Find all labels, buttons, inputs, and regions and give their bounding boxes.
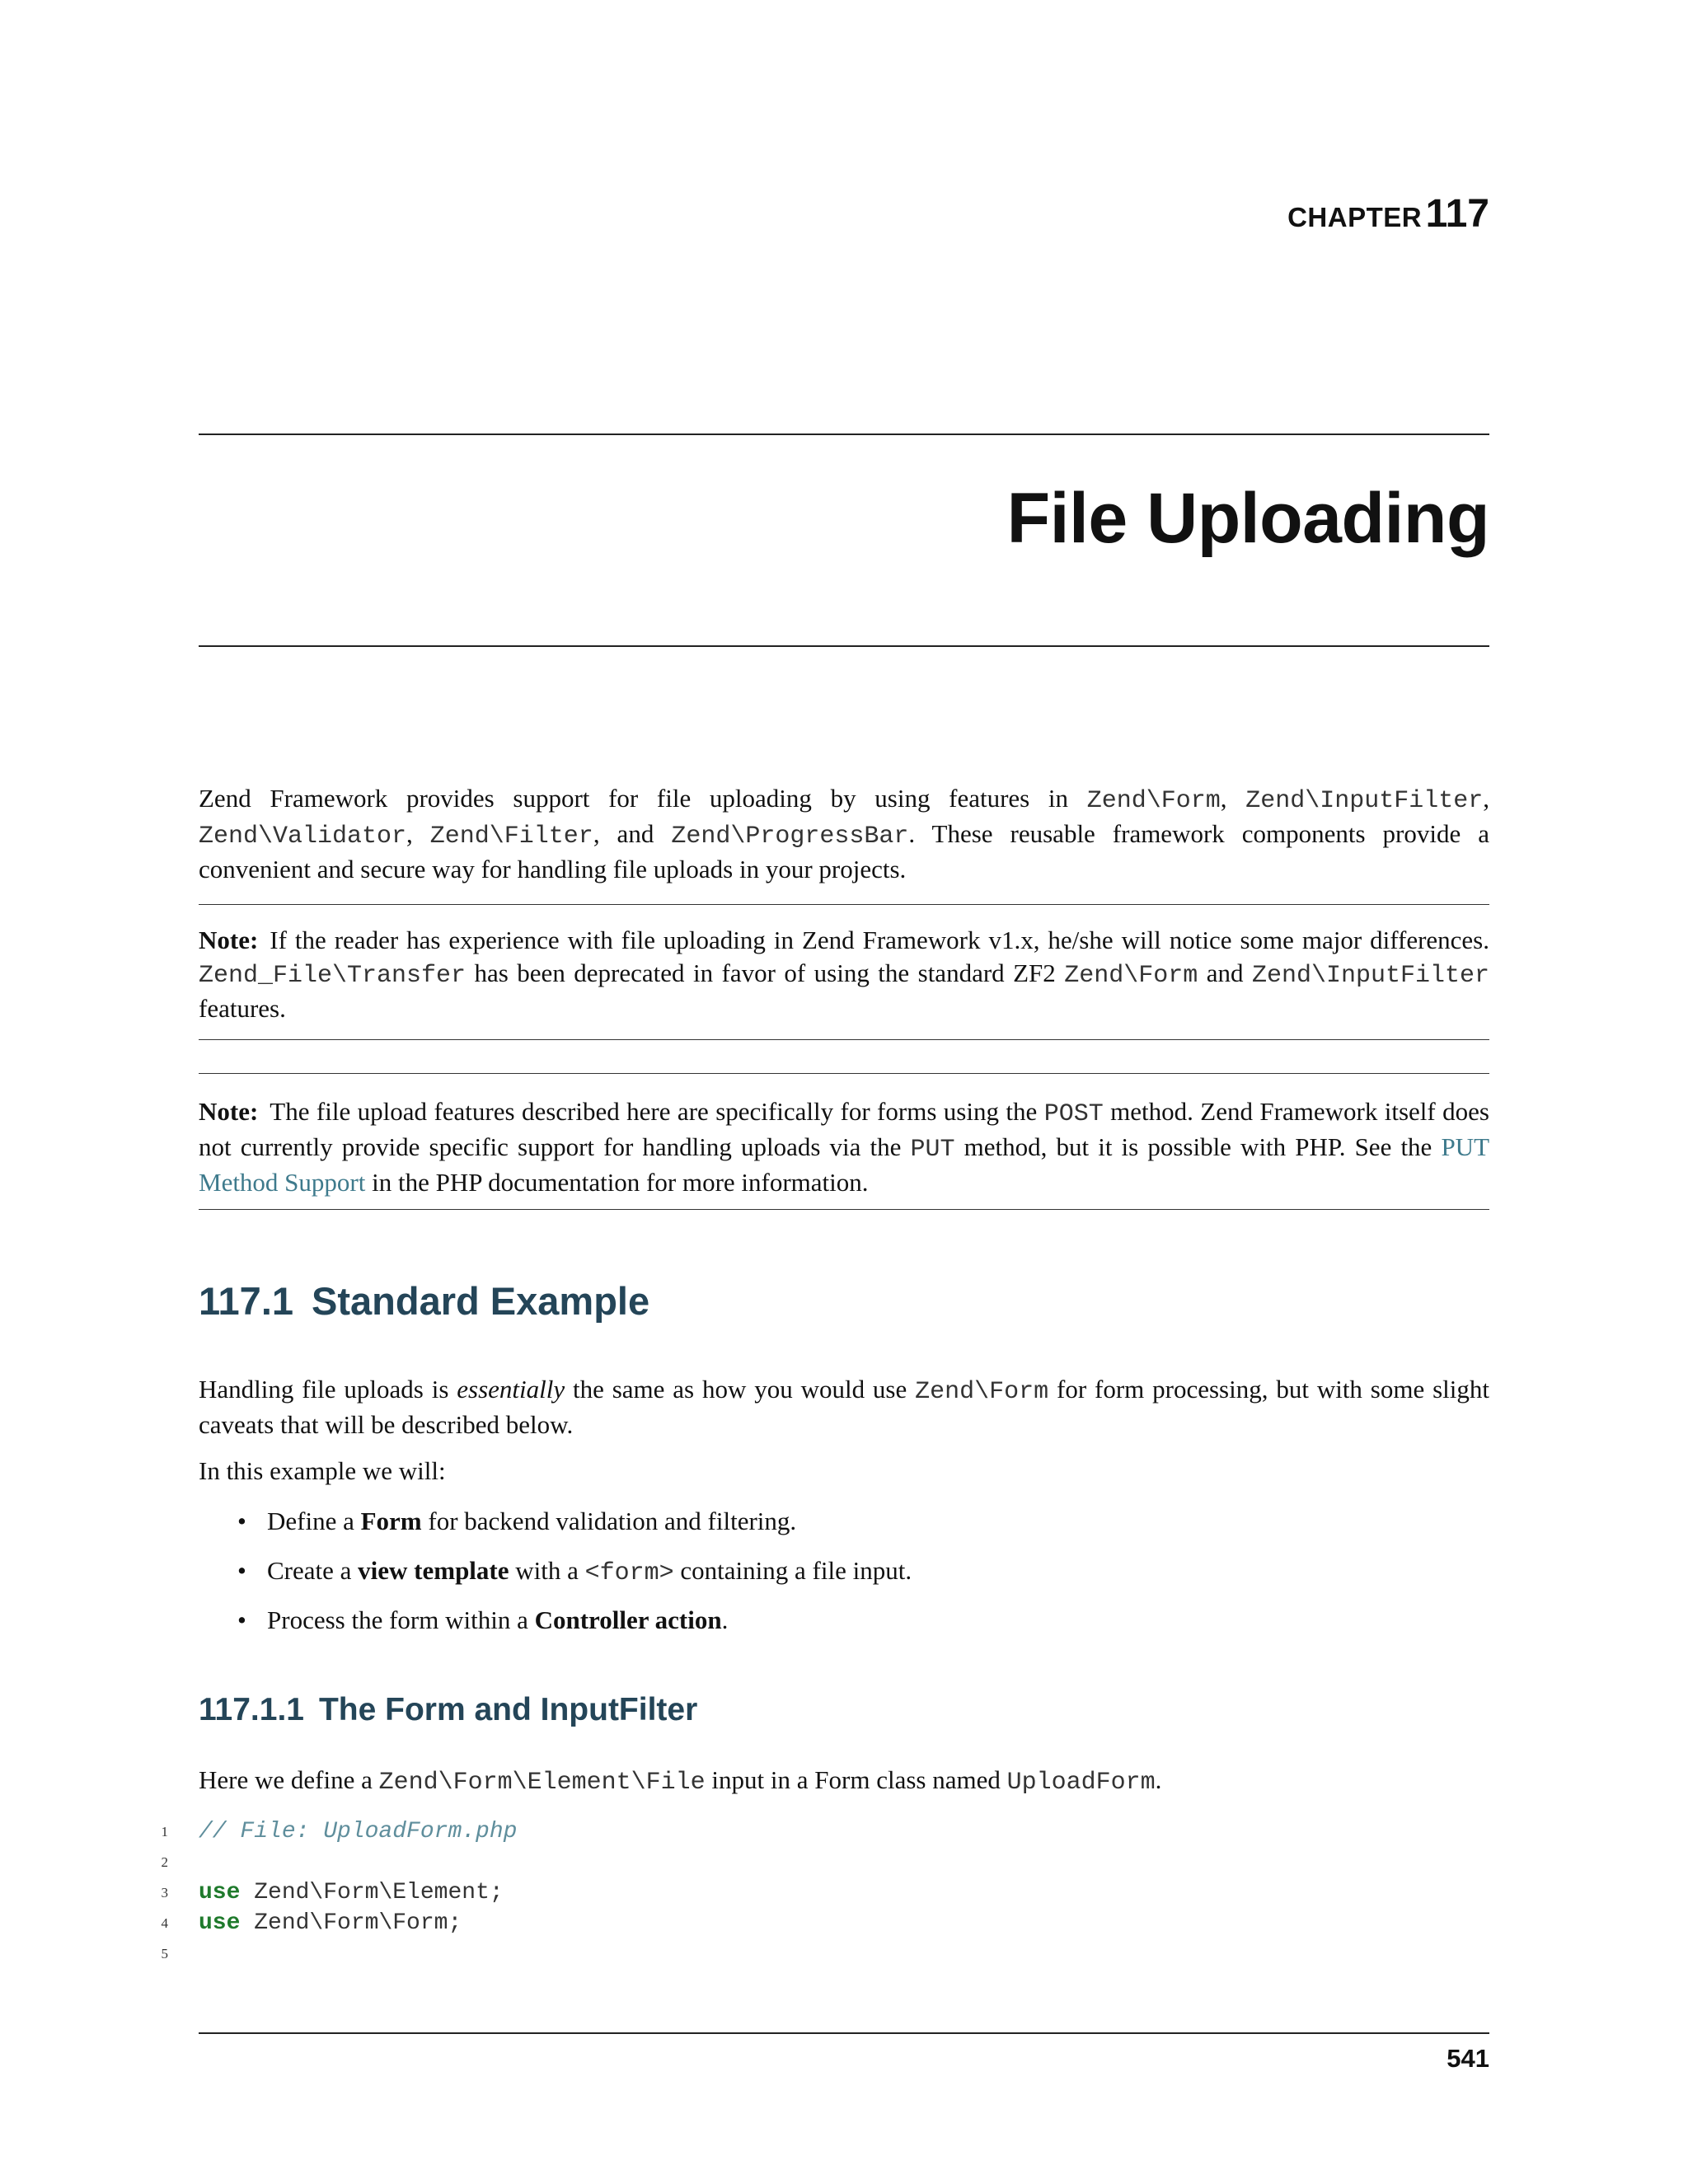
code-inline: Zend\Form\Element\File	[378, 1769, 706, 1797]
code-keyword: use	[199, 1880, 241, 1905]
intro-text: , and	[593, 819, 672, 848]
note-box	[199, 1095, 1489, 1199]
code-inline: Zend\InputFilter	[1245, 787, 1484, 815]
code-inline: Zend_File\Transfer	[199, 962, 467, 990]
chapter-number: 117	[1425, 192, 1489, 236]
chapter-word: CHAPTER	[1287, 202, 1423, 232]
title-rule-bottom	[199, 645, 1489, 647]
example-intro: In this example we will:	[199, 1456, 446, 1485]
line-number: 5	[161, 1946, 168, 1961]
intro-text: ,	[1483, 784, 1489, 813]
intro-text: ,	[406, 819, 430, 848]
subsection-text: Here we define a	[199, 1765, 379, 1794]
put-method-support-link[interactable]: PUT Method Support	[199, 1132, 1490, 1197]
note-text: If the reader has experience with file uploading in Zend Framework v1.x, he/she will notice some major differences.	[270, 926, 1489, 954]
section-paragraph	[199, 1373, 1489, 1441]
list-bold: Controller action	[534, 1605, 722, 1634]
code-line	[148, 1877, 1492, 1908]
note-label: Note:	[199, 1097, 259, 1126]
code-line	[148, 1816, 1492, 1847]
code-inline: Zend\Filter	[429, 823, 593, 851]
subsection-text: .	[1155, 1765, 1162, 1794]
code-inline: Zend\Validator	[199, 823, 407, 851]
note-label: Note:	[199, 926, 259, 954]
code-inline: Zend\InputFilter	[1251, 962, 1489, 990]
list-text: .	[721, 1605, 729, 1634]
code-inline: Zend\Form	[1086, 787, 1221, 815]
list-item	[237, 1554, 1474, 1604]
code-block	[148, 1816, 1492, 1969]
subsection-text: input in a Form class named	[705, 1765, 1007, 1794]
title-rule-top	[199, 434, 1489, 435]
section-title: Standard Example	[312, 1279, 650, 1323]
code-inline: Zend\ProgressBar	[671, 823, 909, 851]
list-text: containing a file input.	[673, 1556, 912, 1585]
code-inline: <form>	[584, 1559, 674, 1587]
code-inline: Zend\Form	[915, 1378, 1049, 1406]
section-number: 117.1	[199, 1279, 294, 1323]
note-text: has been deprecated in favor of using the standard ZF2	[466, 958, 1065, 987]
list-item	[237, 1505, 1474, 1554]
chapter-label	[199, 191, 1489, 237]
note-text: in the PHP documentation for more information.	[365, 1168, 869, 1197]
list-text: Create a	[267, 1556, 359, 1585]
bullet-list	[237, 1505, 1474, 1653]
code-rest: Zend\Form\Element;	[240, 1880, 504, 1905]
subsection-heading	[199, 1692, 1489, 1728]
line-number: 4	[161, 1915, 168, 1931]
code-inline: POST	[1043, 1100, 1104, 1128]
list-text: Process the form within a	[267, 1605, 535, 1634]
note-text: method. Zend Framework itself does not currently provide specific support for handling uploads via the	[199, 1097, 1489, 1161]
intro-paragraph	[199, 782, 1489, 886]
code-inline: Zend\Form	[1064, 962, 1198, 990]
list-text: Define a	[267, 1507, 361, 1535]
intro-text: ,	[1220, 784, 1246, 813]
line-number: 2	[161, 1854, 168, 1870]
note-text: The file upload features described here are specifically for forms using the	[270, 1097, 1044, 1126]
list-text: with a	[509, 1556, 585, 1585]
section-text: for form processing, but with some slight caveats that will be described below.	[199, 1375, 1489, 1439]
note2-rule-bottom	[199, 1209, 1489, 1210]
section-heading	[199, 1278, 1489, 1324]
code-inline: PUT	[910, 1136, 955, 1164]
code-line	[148, 1847, 1492, 1877]
emphasis: essentially	[457, 1375, 565, 1404]
subsection-paragraph	[199, 1764, 1489, 1799]
note-text: features.	[199, 994, 286, 1023]
chapter-title: File Uploading	[1006, 479, 1489, 558]
section-text: Handling file uploads is	[199, 1375, 457, 1404]
bullet-icon: •	[237, 1605, 246, 1634]
code-line	[148, 1908, 1492, 1938]
note1-rule-top	[199, 904, 1489, 905]
page-number: 541	[1447, 2044, 1489, 2073]
note-text: method, but it is possible with PHP. See the	[954, 1132, 1442, 1161]
footer-rule	[199, 2032, 1489, 2034]
intro-text: Zend Framework provides support for file uploading by using features in	[199, 784, 1087, 813]
list-text: for backend validation and filtering.	[421, 1507, 797, 1535]
list-bold: view template	[358, 1556, 509, 1585]
note1-rule-bottom	[199, 1039, 1489, 1040]
code-text	[199, 1908, 462, 1938]
code-inline: UploadForm	[1006, 1769, 1156, 1797]
code-comment: // File: UploadForm.php	[199, 1819, 518, 1844]
subsection-title: The Form and InputFilter	[318, 1692, 698, 1727]
list-bold: Form	[360, 1507, 422, 1535]
list-item	[237, 1604, 1474, 1653]
code-text	[199, 1877, 504, 1908]
note-text: and	[1198, 958, 1252, 987]
line-number: 1	[161, 1824, 168, 1840]
code-rest: Zend\Form\Form;	[240, 1910, 462, 1936]
subsection-number: 117.1.1	[199, 1692, 304, 1727]
section-text: the same as how you would use	[565, 1375, 916, 1404]
intro-text: . These reusable framework components provide a convenient and secure way for handling file uploads in your projects.	[199, 819, 1489, 883]
bullet-icon: •	[237, 1556, 246, 1585]
note2-rule-top	[199, 1073, 1489, 1074]
bullet-icon: •	[237, 1507, 246, 1535]
line-number: 3	[161, 1885, 168, 1900]
note-box	[199, 924, 1489, 1025]
code-keyword: use	[199, 1910, 241, 1936]
code-line	[148, 1938, 1492, 1969]
